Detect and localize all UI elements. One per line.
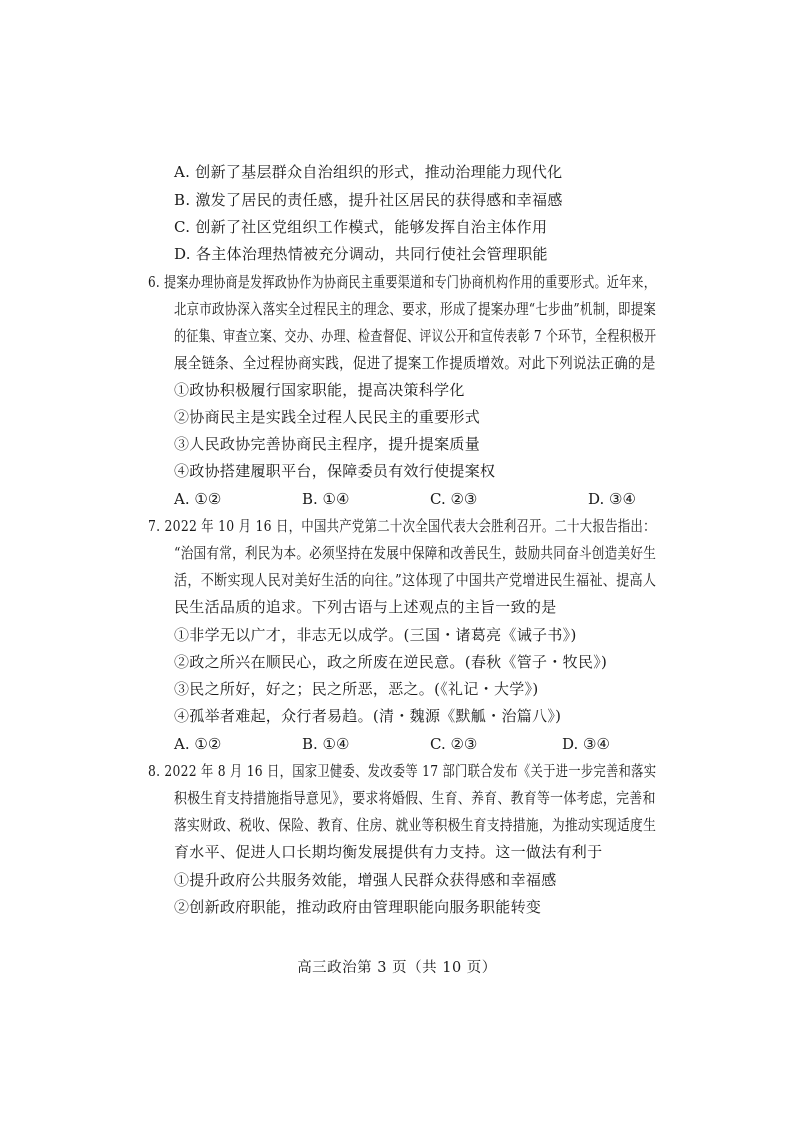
q6-choice-b: B. ①④ xyxy=(302,490,350,508)
q7-choice-c: C. ②③ xyxy=(430,735,478,753)
q7-item-3: ③民之所好，好之；民之所恶，恶之。(《礼记・大学》) xyxy=(174,680,539,698)
q7-stem-line: “治国有常，利民为本。必须坚持在发展中保障和改善民生，鼓励共同奋斗创造美好生 xyxy=(174,544,657,562)
q6-item-2: ②协商民主是实践全过程人民民主的重要形式 xyxy=(174,408,481,426)
q6-choice-c: C. ②③ xyxy=(430,490,478,508)
q6-stem-line: 北京市政协深入落实全过程民主的理念、要求，形成了提案办理“七步曲”机制，即提案 xyxy=(174,300,657,318)
q6-stem-line: 的征集、审查立案、交办、办理、检查督促、评议公开和宣传表彰 7 个环节，全程积极开 xyxy=(174,327,657,345)
q6-item-3: ③人民政协完善协商民主程序，提升提案质量 xyxy=(174,435,481,453)
q7-item-2: ②政之所兴在顺民心，政之所废在逆民意。(春秋《管子・牧民》) xyxy=(174,653,608,671)
q5-option-a: A. 创新了基层群众自治组织的形式，推动治理能力现代化 xyxy=(174,163,563,181)
q7-choice-b: B. ①④ xyxy=(302,735,350,753)
q8-stem-line: 落实财政、税收、保险、教育、住房、就业等积极生育支持措施，为推动实现适度生 xyxy=(174,816,657,834)
page-footer: 高三政治第 3 页（共 10 页） xyxy=(297,960,497,976)
q8-item-2: ②创新政府职能，推动政府由管理职能向服务职能转变 xyxy=(174,898,542,916)
q7-stem-line: 活，不断实现人民对美好生活的向往。”这体现了中国共产党增进民生福祉、提高人 xyxy=(174,571,657,589)
q7-choice-d: D. ③④ xyxy=(562,735,610,753)
q6-item-1: ①政协积极履行国家职能，提高决策科学化 xyxy=(174,381,465,399)
q7-stem-line: 民生活品质的追求。下列古语与上述观点的主旨一致的是 xyxy=(174,598,557,616)
q7-item-4: ④孤举者难起，众行者易趋。(清・魏源《默觚・治篇八》) xyxy=(174,707,562,725)
q7-choice-a: A. ①② xyxy=(174,735,222,753)
q8-stem-line: 积极生育支持措施指导意见》，要求将婚假、生育、养育、教育等一体考虑，完善和 xyxy=(174,789,656,807)
q7-choices xyxy=(174,734,674,754)
q6-choice-d: D. ③④ xyxy=(588,490,636,508)
q8-item-1: ①提升政府公共服务效能，增强人民群众获得感和幸福感 xyxy=(174,871,557,889)
q7-item-1: ①非学无以广才，非志无以成学。(三国・诸葛亮《诫子书》) xyxy=(174,626,577,644)
q6-stem-line: 6. 提案办理协商是发挥政协作为协商民主重要渠道和专门协商机构作用的重要形式。近年来， xyxy=(148,273,656,291)
q5-option-c: C. 创新了社区党组织工作模式，能够发挥自治主体作用 xyxy=(174,218,548,236)
q6-choices xyxy=(174,489,674,509)
q5-option-b: B. 激发了居民的责任感，提升社区居民的获得感和幸福感 xyxy=(174,191,563,209)
q5-option-d: D. 各主体治理热情被充分调动，共同行使社会管理职能 xyxy=(174,245,548,263)
q8-stem-line: 育水平、促进人口长期均衡发展提供有力支持。这一做法有利于 xyxy=(174,843,603,861)
q6-item-4: ④政协搭建履职平台，保障委员有效行使提案权 xyxy=(174,462,496,480)
q8-stem-line: 8. 2022 年 8 月 16 日，国家卫健委、发改委等 17 部门联合发布《关于进一步完善和落实 xyxy=(148,762,657,780)
q6-stem-line: 展全链条、全过程协商实践，促进了提案工作提质增效。对此下列说法正确的是 xyxy=(174,354,656,372)
q6-choice-a: A. ①② xyxy=(174,490,222,508)
q7-stem-line: 7. 2022 年 10 月 16 日，中国共产党第二十次全国代表大会胜利召开。二十大报告指出： xyxy=(148,517,656,535)
